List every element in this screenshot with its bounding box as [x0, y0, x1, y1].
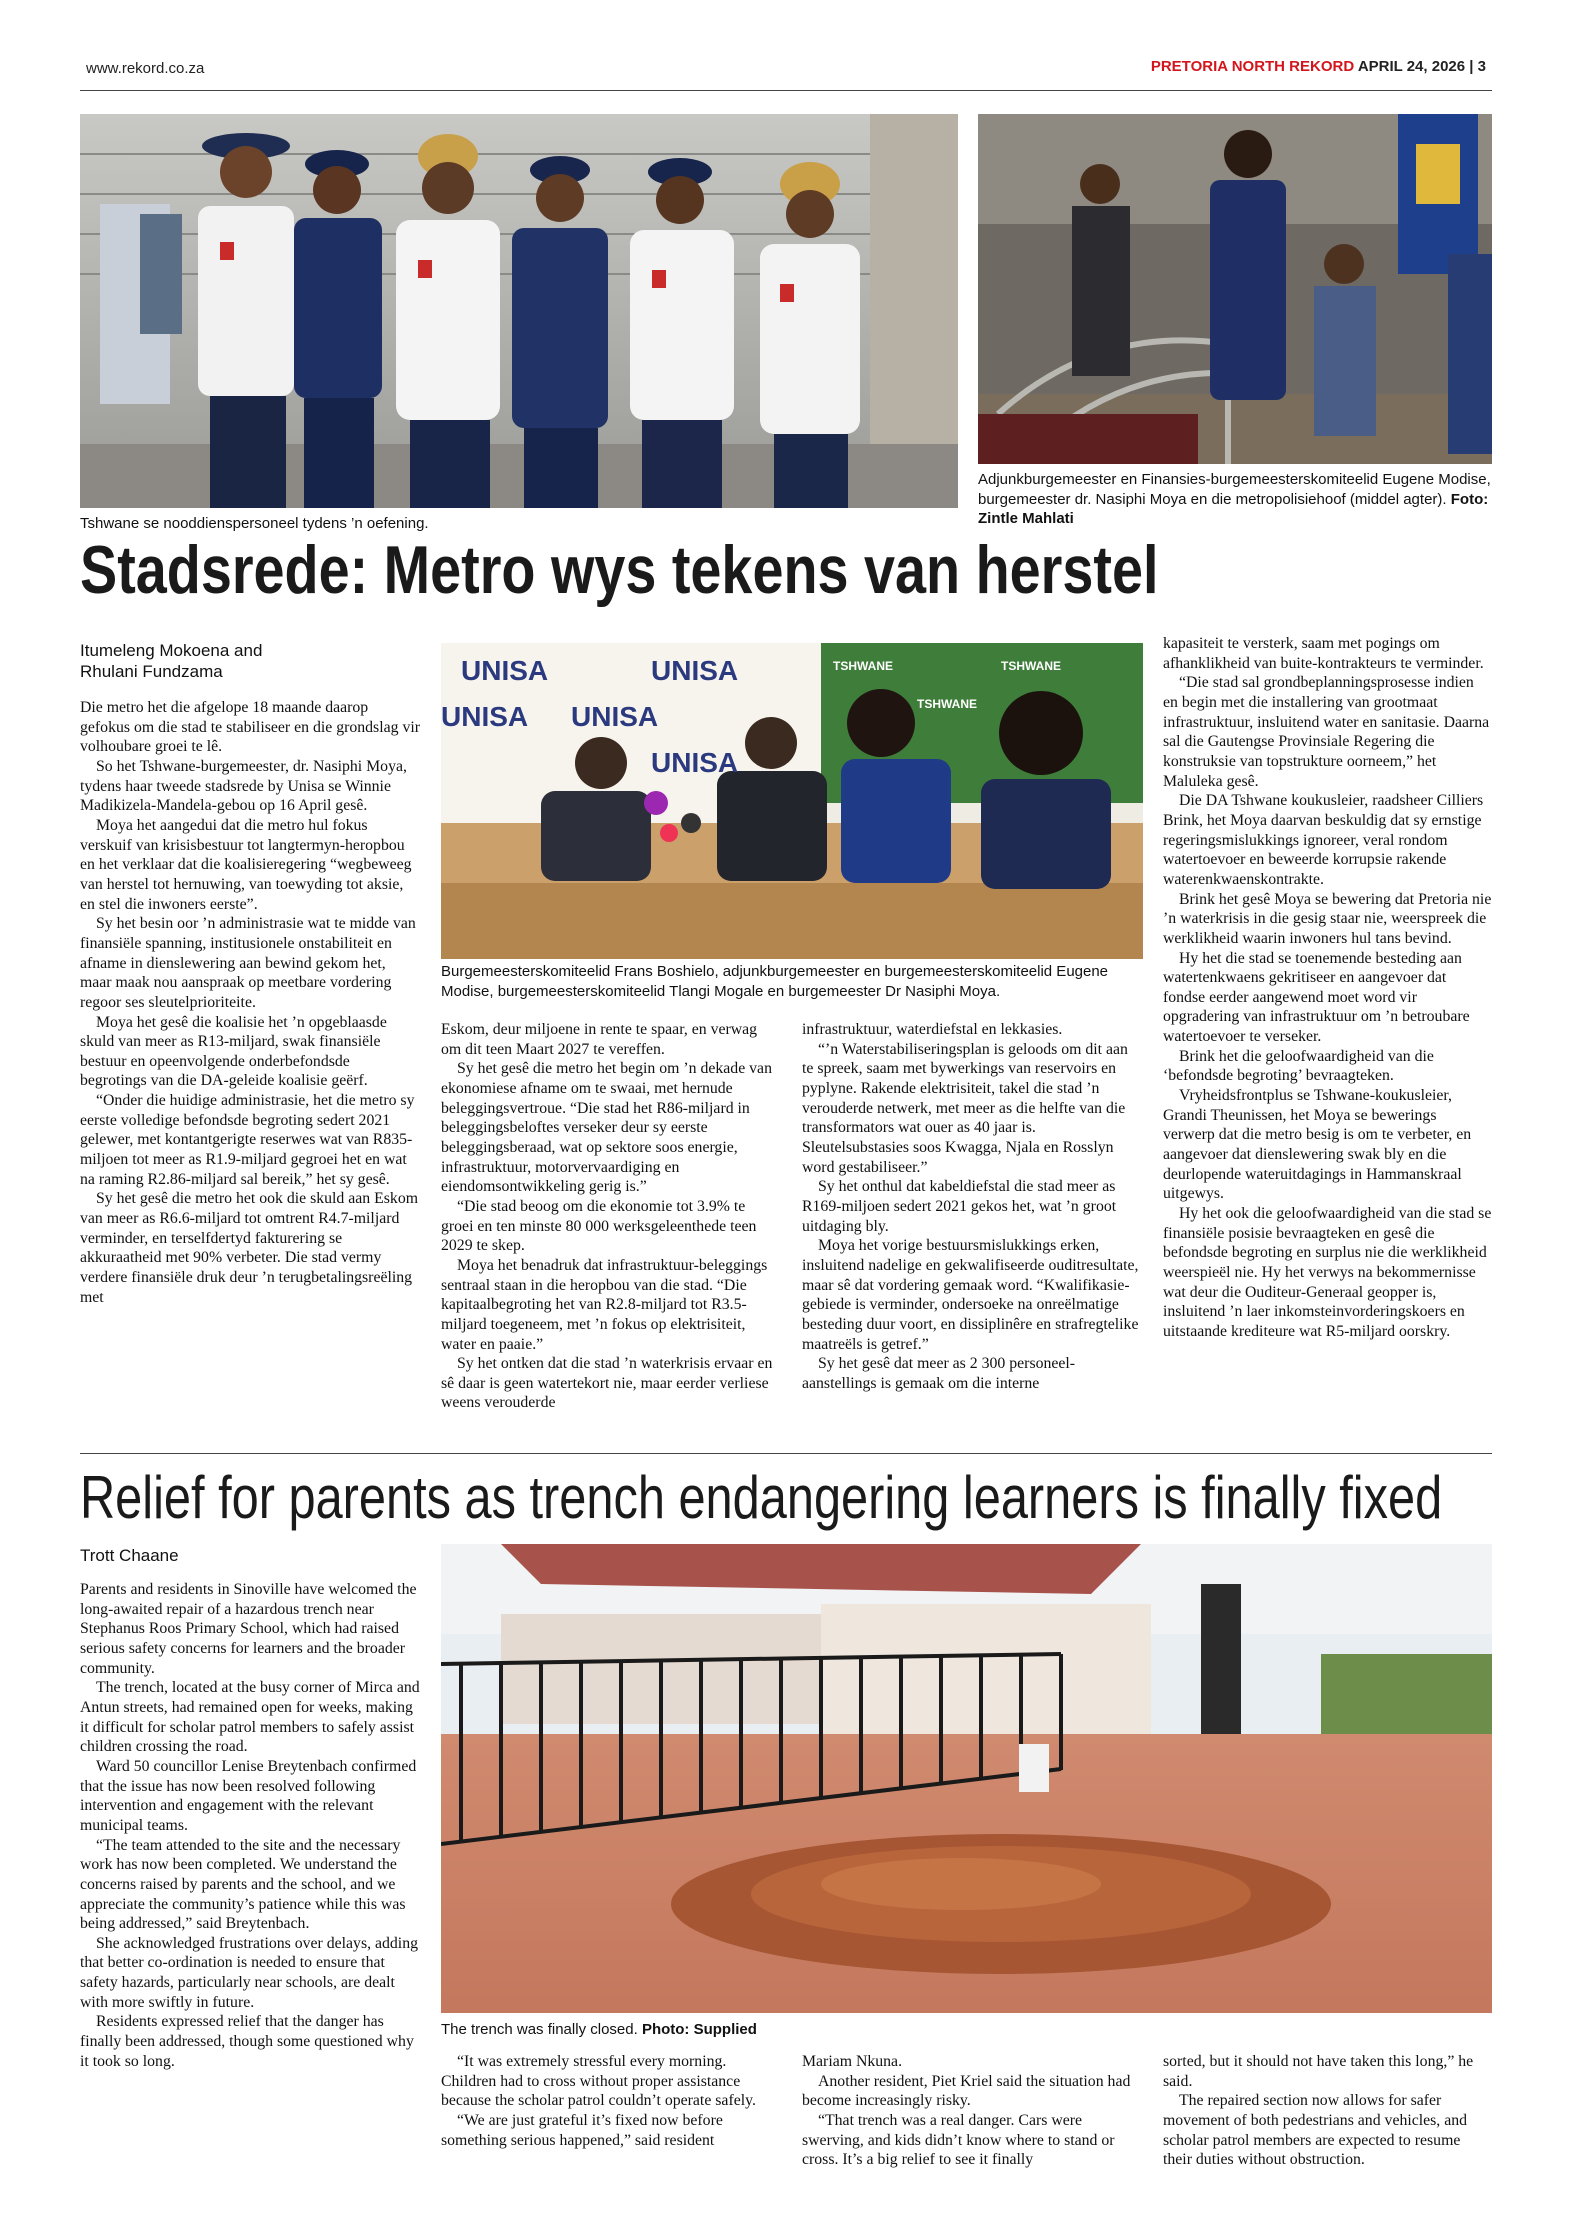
press-conference-photo [441, 643, 1143, 959]
story2-col3-para: Another resident, Piet Kriel said the situation had become increasingly risky. [802, 2072, 1131, 2110]
story1-col1-para: Moya het gesê die koalisie het ’n opgeblaasde skuld van meer as R13-miljard, swak finansiële bestuur en opeenvolgende onderbefondsde begrotings van die DA-geleide koalisie geërf. [80, 1013, 387, 1090]
story2-col2-para: “We are just grateful it’s fixed now before something serious happened,” said resident [441, 2111, 723, 2149]
unisa-sign-1: UNISA [461, 655, 549, 686]
officials-photo [978, 114, 1492, 464]
publication-name: PRETORIA NORTH REKORD [1150, 58, 1355, 75]
story2-col2-para: “It was extremely stressful every morning. Children had to cross without proper assistance because the scholar patrol couldn’t operate safely. [441, 2053, 756, 2110]
story1-col4-para: Hy het die stad se toenemende besteding aan watertenkwaens gekritiseer en aangevoer dat fondse eerder aangewend moet word vir opgradering van infrastruktuur om ’n betroubare watertoevoer te verseker. [1163, 949, 1470, 1046]
story2-column-2 [441, 2052, 781, 2150]
story2-col1-para: She acknowledged frustrations over delays, adding that better co-ordination is needed to ensure that safety hazards, particularly near schools, are dealt with more swiftly in future. [80, 1934, 418, 2011]
story2-col4-para: sorted, but it should not have taken this long,” he said. [1163, 2053, 1474, 2090]
top-rule [80, 90, 1492, 91]
story1-byline-line2: Rhulani Fundzama [80, 662, 223, 682]
trench-photo [441, 1544, 1492, 2013]
story2-col1-para: Parents and residents in Sinoville have welcomed the long-awaited repair of a hazardous trench near Stephanus Roos Primary School, which had raised serious safety concerns for learners and the broader community. [80, 1581, 417, 1677]
story1-column-1 [80, 698, 420, 1307]
story1-col2-para: Eskom, deur miljoene in rente te spaar, en verwag om dit teen Maart 2027 te vereffen. [441, 1021, 758, 1058]
story2-column-1 [80, 1580, 420, 2071]
trench-photo-credit: Photo: Supplied [641, 2021, 757, 2038]
story-divider-rule [80, 1453, 1492, 1454]
story2-byline: Trott Chaane [80, 1546, 179, 1565]
story1-byline-line1: Itumeleng Mokoena and [80, 641, 263, 660]
page-number: 3 [1477, 58, 1486, 75]
story1-col1-para: Moya het aangedui dat die metro hul fokus verskuif van krisisbestuur tot langtermyn-heropbou en het verklaar dat die koalisieregering “wegbeweeg van herstel tot hernuwing, van toewyding tot aksie, en stel die inwoners eerste”. [80, 816, 412, 913]
trench-photo-caption [441, 2020, 1492, 2040]
story1-col3-para: Moya het vorige bestuursmislukkings erken, insluitend nadelige en gekwalifiseerde ouditresultate, maar sê dat vordering gemaak word. “Kwalifikasie-gebiede is verminder, ondersoeke na onreëlmatige besteding duur voort, en dissiplinêre en strafregtelike maatreëls is getref.” [802, 1237, 1139, 1353]
story1-col1-para: Sy het gesê die metro het ook die skuld aan Eskom van meer as R6.6-miljard tot omtrent R4.7-miljard verminder, en terselfdertyd fakturering se akkuraatheid met 90% verbeter. Die stad vermy verdere finansiële druk deur ’n terugbetalingsreëling met [80, 1190, 419, 1306]
story1-col2-para: Sy het ontken dat die stad ’n waterkrisis ervaar en sê daar is geen watertekort nie, maar eerder verliese weens verouderde [441, 1355, 773, 1412]
story1-headline: Stadsrede: Metro wys tekens van herstel [80, 532, 1159, 608]
story1-col4-para: Hy het ook die geloofwaardigheid van die stad se finansiële posisie bevraagteken en gesê die befondsde begroting en surplus nie die werklikheid weerspieël nie. Hy het verwys na bekommernisse wat deur die Ouditeur-Generaal geopper is, insluitend ’n laer inkomsteinvorderingskoers en uitstaande krediteure wat R5-miljard oorskry. [1163, 1205, 1492, 1340]
story1-col1-para: So het Tshwane-burgemeester, dr. Nasiphi Moya, tydens haar tweede stadsrede by Unisa se Winnie Madikizela-Mandela-gebou op 16 April gesê. [80, 757, 407, 815]
story1-col4-para: kapasiteit te versterk, saam met pogings om afhanklikheid van buite-kontrakteurs te verminder. [1163, 635, 1484, 672]
story2-headline: Relief for parents as trench endangering learners is finally fixed [80, 1464, 1443, 1531]
story1-col2-para: “Die stad beoog om die ekonomie tot 3.9% te groei en ten minste 80 000 werksgeleenthede teen 2029 te skep. [441, 1197, 757, 1255]
story1-col4-para: Die DA Tshwane koukusleier, raadsheer Cilliers Brink, het Moya daarvan beskuldig dat sy ernstige regeringsmislukkings ignoreer, veral rondom watertoevoer en beweerde korrupsie rakende waterenkwaenskontrakte. [1163, 792, 1484, 888]
story1-col1-para: Sy het besin oor ’n administrasie wat te midde van finansiële spanning, institusionele onstabiliteit en afname in dienslewering aan bewind gekom het, maar maak nou aanspraak op meetbare vordering regoor ses sleutelprioriteite. [80, 915, 416, 1011]
story1-col2-para: Moya het benadruk dat infrastruktuur-beleggings sentraal staan in die heropbou van die stad. “Die kapitaalbegroting het van R2.8-miljard tot R3.5-miljard toegeneem, met ’n fokus op elektrisiteit, water en paaie.” [441, 1256, 768, 1353]
story2-col3-para: “That trench was a real danger. Cars were swerving, and kids didn’t know where to stand or cross. It’s a big relief to see it finally [802, 2111, 1115, 2169]
officials-photo-credit: Foto: Zintle Mahlati [978, 490, 1489, 527]
story1-col4-para: Brink het die geloofwaardigheid van die ‘befondsde begroting’ bevraagteken. [1163, 1047, 1434, 1085]
issue-date: APRIL 24, 2026 [1357, 58, 1466, 75]
story1-col4-para: Brink het gesê Moya se bewering dat Pretoria nie ’n waterkrisis in die gesig staar nie, weerspreek die werklikheid waarin inwoners hul tans bevind. [1163, 890, 1492, 947]
story1-col2-para: Sy het gesê die metro het begin om ’n dekade van ekonomiese afname om te swaai, met hernude beleggingsvertroue. “Die stad het R86-miljard in beleggingsbeloftes verseker deur sy eerste beleggingsberaad, wat op sektore soos energie, infrastruktuur, motorvervaardiging en eiendomsontwikkeling gerig is.” [441, 1060, 772, 1196]
tshwane-sign-1: TSHWANE [833, 659, 893, 673]
story1-col3-para: Sy het gesê dat meer as 2 300 personeel-aanstellings is gemaak om die interne [802, 1355, 1076, 1392]
story1-column-3 [802, 1020, 1142, 1393]
story1-byline [80, 640, 410, 683]
story1-column-2 [441, 1020, 781, 1413]
story1-column-4 [1163, 634, 1492, 1342]
story2-column-3 [802, 2052, 1142, 2170]
emergency-photo-caption: Tshwane se nooddienspersoneel tydens ’n oefening. [80, 515, 429, 532]
emergency-personnel-photo [80, 114, 958, 508]
story1-col4-para: “Die stad sal grondbeplanningsprosesse indien en begin met die installering van grootmaat infrastruktuur, insluitend water en sanitasie. Daarna sal die Gautengse Provinsiale Regering die konstruksie van topstrukture oorneem,” het Maluleka gesê. [1163, 674, 1490, 790]
story1-col1-para: Die metro het die afgelope 18 maande daarop gefokus om die stad te stabiliseer en die grondslag vir volhoubare groei te lê. [80, 699, 420, 756]
story2-col3-para: Mariam Nkuna. [802, 2053, 903, 2070]
tshwane-sign-3: TSHWANE [917, 697, 977, 711]
folio-line [1151, 58, 1486, 75]
folio-separator: | [1469, 58, 1474, 75]
unisa-sign-2: UNISA [651, 655, 739, 686]
story1-col3-para: Sy het onthul dat kabeldiefstal die stad meer as R169-miljoen sedert 2021 gekos het, wat ’n groot uitdaging bly. [802, 1178, 1117, 1235]
story1-col3-para: “’n Waterstabiliseringsplan is geloods om dit aan te spreek, saam met bywerkings van reservoirs en pyplyne. Rakende elektrisiteit, takel die stad ’n verouderde netwerk, met meer as die helfte van die transformators wat ouer as 40 jaar is. Sleutelsubstasies soos Kwagga, Njala en Rosslyn word gestabiliseer.” [802, 1040, 1128, 1176]
unisa-sign-5: UNISA [651, 747, 739, 778]
officials-caption-text: Adjunkburgemeester en Finansies-burgemeesterskomiteelid Eugene Modise, burgemeester dr. Nasiphi Moya en die metropolisiehoof (middel agter). [978, 471, 1491, 508]
story2-col1-para: “The team attended to the site and the necessary work has now been completed. We understand the concerns raised by parents and the school, and we appreciate the community’s patience while this was being addressed,” said Breytenbach. [80, 1836, 406, 1933]
unisa-sign-3: UNISA [441, 701, 529, 732]
tshwane-sign-2: TSHWANE [1001, 659, 1061, 673]
story2-col1-para: The trench, located at the busy corner of Mirca and Antun streets, had remained open for weeks, making it difficult for scholar patrol members to safely assist children crossing the road. [80, 1679, 420, 1756]
unisa-sign-4: UNISA [571, 701, 659, 732]
story1-col3-para: infrastruktuur, waterdiefstal en lekkasies. [802, 1021, 1063, 1038]
story1-col4-para: Vryheidsfrontplus se Tshwane-koukusleier, Grandi Theunissen, het Moya se bewerings verwerp dat die metro besig is om te verbeter, en aangevoer dat dienslewering swak bly en die deurlopende wateruitdagings in Hammanskraal uitgewys. [1163, 1087, 1472, 1203]
story2-col4-para: The repaired section now allows for safer movement of both pedestrians and vehicles, and scholar patrol members are expected to resume their duties without obstruction. [1163, 2092, 1468, 2169]
story2-col1-para: Ward 50 councillor Lenise Breytenbach confirmed that the issue has now been resolved following intervention and engagement with the relevant municipal teams. [80, 1757, 417, 1834]
story1-col1-para: “Onder die huidige administrasie, het die metro sy eerste volledige befondsde begroting sedert 2021 gelewer, met kontantgerigte reserwes wat van R835-miljoen tot meer as R1.9-miljard gegroei het en wat na raming R2.86-miljard sal bereik,” het sy gesê. [80, 1092, 415, 1188]
trench-caption-text: The trench was finally closed. [441, 2021, 638, 2038]
officials-photo-caption [978, 470, 1492, 529]
story2-col1-para: Residents expressed relief that the danger has finally been addressed, though some questioned why it took so long. [80, 2013, 414, 2070]
story2-column-4 [1163, 2052, 1492, 2170]
press-photo-caption: Burgemeesterskomiteelid Frans Boshielo, adjunkburgemeester en burgemeesterskomiteelid Eugene Modise, burgemeesterskomiteelid Tlangi Mogale en burgemeester Dr Nasiphi Moya. [441, 963, 1109, 1000]
website-url: www.rekord.co.za [86, 60, 205, 77]
